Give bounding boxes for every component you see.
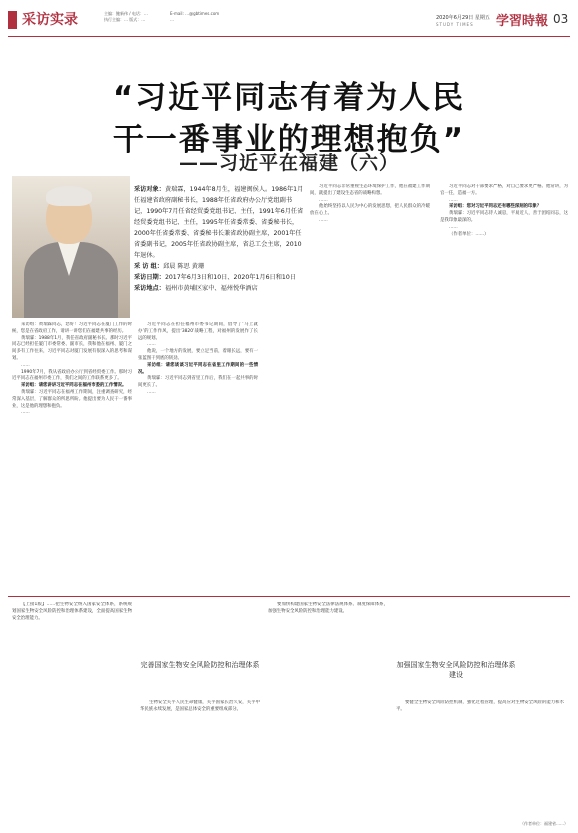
interviewer-text: 邱晨 陈思 黄珊 <box>163 263 205 270</box>
paragraph: 要加快构建国家生物安全法律法规体系、制度保障体系，加强生物安全风险防控和治理能力建设。 <box>268 602 388 614</box>
author-note: （作者单位：……） <box>449 231 489 237</box>
paragraph: 习近平同志非常重视生态环境保护工作，他在福建工作期间，就提出了建设生态省的战略构想。 <box>310 184 430 196</box>
section-title: 采访实录 <box>22 12 78 28</box>
interview-date-text: 2017年6月3日和10日、2020年1月6日和10日 <box>164 274 296 281</box>
question-paragraph: 采访组：请您讲讲习近平同志在福州市委的工作情况。 <box>21 383 127 389</box>
paragraph: 黄瑞霖：习近平同志待人诚恳，平易近人，善于团结同志，这是我印象最深的。 <box>440 211 568 223</box>
paragraph: 习近平同志在担任福州市委书记期间，倡导了‘马上就办’的工作作风，提出‘3820’战略工程，对福州的发展作了长远的规划。 <box>138 322 258 341</box>
body-column-4 <box>440 184 568 592</box>
paragraph: 采访组：黄瑞霖同志，您好！习近平同志在厦门工作的时候，您是在省政府工作，请讲一讲您们在福建共事的经历。 <box>12 322 132 334</box>
masthead-subtitle: STUDY TIMES <box>436 22 474 27</box>
interview-place-label: 采访地点： <box>134 285 165 292</box>
date-line <box>134 272 304 283</box>
paragraph: …… <box>147 342 156 348</box>
sidebar-title-left: 完善国家生物安全风险防控和治理体系 <box>140 661 260 669</box>
page-number: 03 <box>553 12 569 26</box>
header-meta-right <box>170 11 250 23</box>
paragraph: 生物安全关乎人民生命健康，关乎国家长治久安，关乎中华民族永续发展，是国家总体安全的重要组成部分。 <box>140 700 260 712</box>
page-header <box>8 8 570 37</box>
interviewee-text: 黄瑞霖，1944年8月生，福建闽侯人。1986年1月任福建省政府副秘书长，1988年任省政府办公厅党组副书记，1990年7月任省经贸委党组书记、主任，1991年6月任省经贸委党组书记、主任，1995年任省委常委、省委秘书长，2000年任省委常委、省委秘书长兼省政协副主席，2001年任省委副书记，2005年任省政协副主席，省总工会主席，2010年退休。 <box>134 186 304 259</box>
paragraph: …… <box>449 224 458 230</box>
body-column-3 <box>310 184 430 592</box>
paragraph: 黄瑞霖：1988年1月，我任省政府副秘书长。那时习近平同志已经担任厦门市委常委、副市长，我和他在福州、厦门之间多有工作往来，习近平同志对厦门发展有很深入的思考和谋划。 <box>12 335 132 361</box>
interview-place-text: 福州市黄埔区家中、福州悦华酒店 <box>164 285 258 292</box>
interviewee-line <box>134 184 304 261</box>
question-paragraph: 采访组：您对习近平同志还有哪些深刻的印象？ <box>449 204 542 210</box>
headline-line-2: 干一番事业的理想抱负” <box>112 122 466 158</box>
meta-line: … <box>170 17 174 22</box>
sidebar-column-b <box>140 700 260 822</box>
interviewer-label: 采 访 组： <box>134 263 164 270</box>
interview-date-label: 采访日期： <box>134 274 165 281</box>
paragraph: 黄瑞霖：习近平同志在福州工作期间，注重调查研究，经常深入基层，了解群众的所思所盼。他提出要为人民干一番事业，这是他的理想和抱负。 <box>12 389 132 409</box>
body-column-2 <box>138 322 258 592</box>
body-column-1 <box>12 322 132 592</box>
section-divider <box>8 596 570 597</box>
interviewer-line <box>134 261 304 272</box>
paragraph: 习近平同志对干部要求严格，对自己要求更严格。他常讲，为官一任，造福一方。 <box>440 184 568 196</box>
paragraph: 【上接1版】……把生物安全纳入国家安全体系，系统规划国家生物安全风险防控和治理体系建设，全面提高国家生物安全治理能力。 <box>12 602 132 621</box>
meta-line: 执行主编：… 版式：… <box>104 17 146 22</box>
sidebar-column-a <box>12 602 132 822</box>
paragraph: …… <box>147 389 156 395</box>
paragraph: 他始终坚持以人民为中心的发展思想，把人民群众的冷暖放在心上。 <box>310 204 430 217</box>
section-tag <box>8 8 84 32</box>
paragraph: 他说，一个地方的发展，要立足当前，着眼长远，要有一张蓝图干到底的韧劲。 <box>138 349 258 361</box>
issue-date: 2020年6月29日 星期五 <box>436 15 490 21</box>
footer-note: （作者单位：福建省……） <box>520 821 568 826</box>
header-meta-left <box>104 11 164 23</box>
paragraph: 黄瑞霖：习近平同志到省里工作后，我们在一起共事的时间更长了。 <box>138 376 258 389</box>
photo-hair <box>46 186 92 206</box>
portrait-photo <box>12 176 130 318</box>
newspaper-logo: 学習時報 <box>496 14 549 29</box>
headline-subtitle: ——习近平在福建（六） <box>178 152 399 174</box>
interviewee-label: 采访对象： <box>134 186 165 193</box>
paragraph: 1990年7月，我从省政府办公厅到省经贸委工作。那时习近平同志在福州市委工作，我们之间的工作联系更多了。 <box>12 369 132 382</box>
paragraph: …… <box>319 197 328 203</box>
paragraph: …… <box>21 410 30 416</box>
meta-line: 主编：鲍新伟 / 电话：… <box>104 11 148 16</box>
place-line <box>134 283 304 294</box>
sidebar-title-right: 加强国家生物安全风险防控和治理体系建设 <box>396 661 516 679</box>
paragraph: …… <box>319 217 328 223</box>
interview-intro <box>134 184 304 294</box>
paragraph: …… <box>21 362 30 368</box>
meta-line: E-mail: …@gbtimes.com <box>170 11 220 16</box>
paragraph: …… <box>449 197 458 203</box>
sidebar-column-d <box>396 700 564 810</box>
section-tag-bar <box>8 11 17 29</box>
paragraph: 要健全生物安全风险防控机制，强化过程管理，提高应对生物安全风险的能力和水平。 <box>396 700 564 712</box>
headline-line-1: “习近平同志有着为人民 <box>112 80 466 116</box>
question-paragraph: 采访组：请您谈谈习近平同志在省里工作期间的一些情况。 <box>138 362 258 375</box>
sidebar-column-c <box>268 602 388 822</box>
